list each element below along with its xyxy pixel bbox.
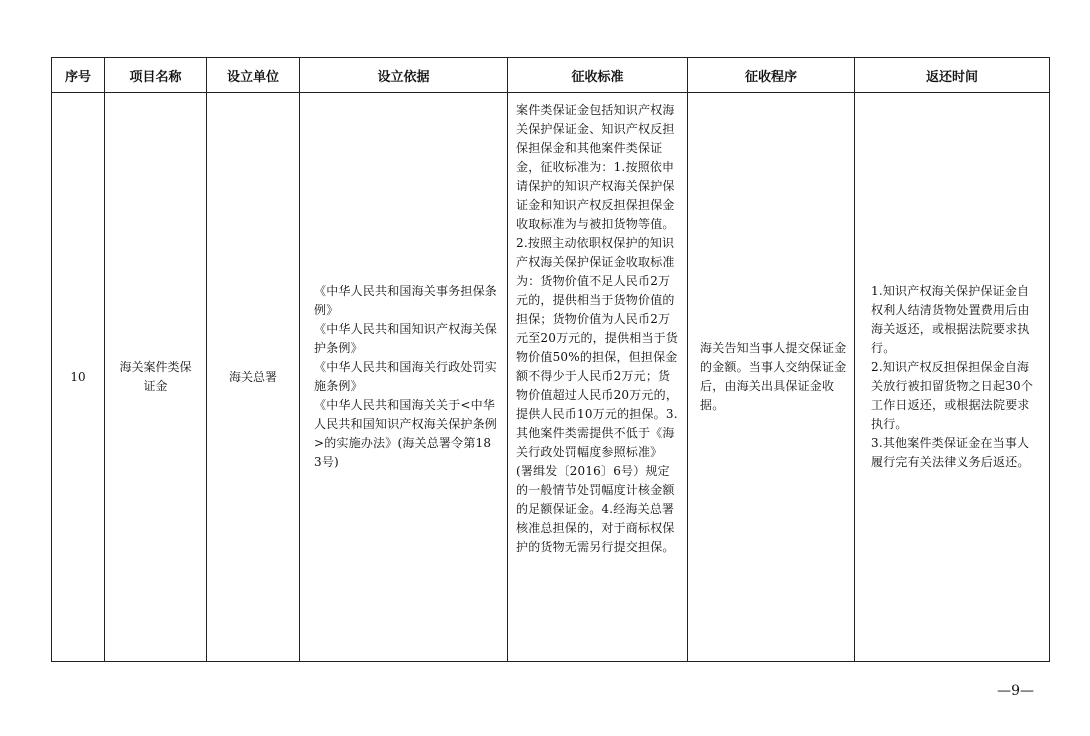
- standard-text: 案件类保证金包括知识产权海关保护保证金、知识产权反担保担保金和其他案件类保证金，征收标准为：1.按照依申请保护的知识产权海关保护保证金和知识产权反担保担保金收取标准为与被扣货物等值。2.按照主动依职权保护的知识产权海关保护保证金收取标准为：货物价值不足人民币2万元的，提供相当于货物价值的担保；货物价值为人民币2万元至20万元的，提供相当于货物价值50%的担保，但担保金额不得少于人民币2万元；货物价值超过人民币20万元的，提供人民币10万元的担保。3.其他案件类需提供不低于《海关行政处罚幅度参照标准》(署缉发〔2016〕6号）规定的一般情节处罚幅度计核金额的足额保证金。4.经海关总署核准总担保的，对于商标权保护的货物无需另行提交担保。: [516, 103, 679, 554]
- header-unit: 设立单位: [207, 58, 300, 93]
- cell-basis: [300, 93, 508, 662]
- table-row: [52, 93, 1050, 662]
- cell-procedure: [688, 93, 855, 662]
- header-return-time: 返还时间: [855, 58, 1050, 93]
- procedure-text: 海关告知当事人提交保证金的金额。当事人交纳保证金后，由海关出具保证金收据。: [700, 341, 847, 412]
- return-time-text: 1.知识产权海关保护保证金自权利人结清货物处置费用后由海关返还，或根据法院要求执行。 2.知识产权反担保担保金自海关放行被扣留货物之日起30个工作日返还，或根据法院要求执行。 3.其他案件类保证金在当事人履行完有关法律义务后返还。: [871, 284, 1034, 469]
- header-seq: 序号: [52, 58, 105, 93]
- item-name-text: 海关案件类保 证金: [119, 360, 192, 393]
- unit-text: 海关总署: [228, 369, 277, 384]
- cell-return-time: [855, 93, 1050, 662]
- header-row: [52, 58, 1050, 93]
- cell-item-name: [105, 93, 207, 662]
- cell-seq: [52, 93, 105, 662]
- cell-standard: [508, 93, 688, 662]
- cell-unit: [207, 93, 300, 662]
- header-basis: 设立依据: [300, 58, 508, 93]
- header-procedure: 征收程序: [688, 58, 855, 93]
- basis-text: 《中华人民共和国海关事务担保条例》 《中华人民共和国知识产权海关保护条例》 《中华人民共和国海关行政处罚实施条例》 《中华人民共和国海关关于<中华人民共和国知识产权海关保护条例>的实施办法》(海关总署令第183号): [314, 284, 498, 469]
- seq-text: 10: [70, 369, 86, 384]
- header-standard: 征收标准: [508, 58, 688, 93]
- header-item-name: 项目名称: [105, 58, 207, 93]
- fee-table: [51, 57, 1050, 662]
- page-number: —9—: [997, 683, 1034, 699]
